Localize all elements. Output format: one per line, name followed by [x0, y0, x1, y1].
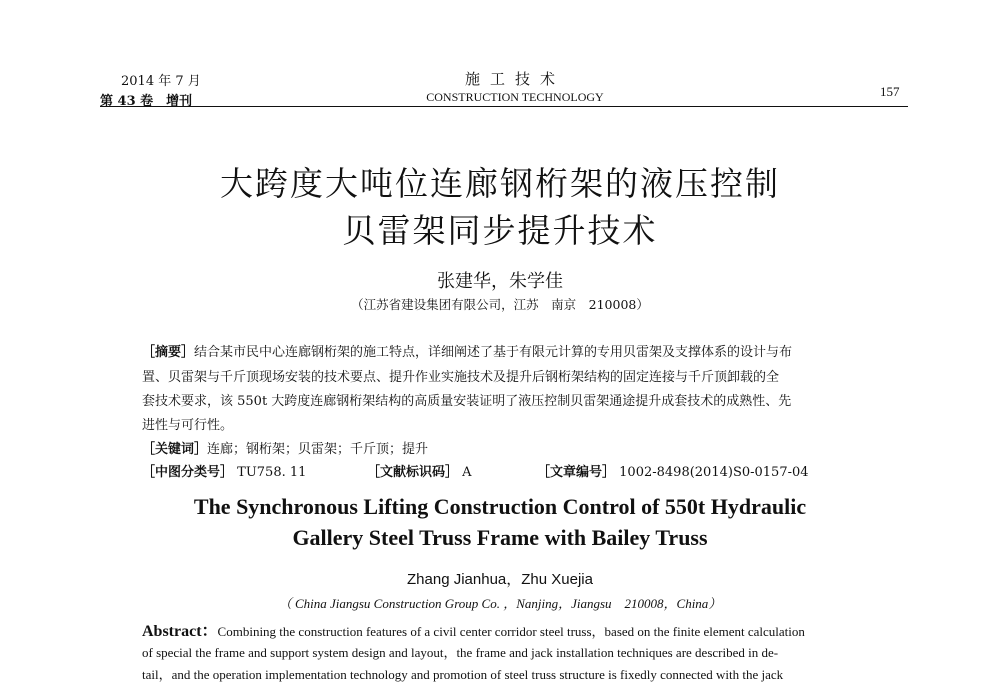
clc-value: TU758. 11	[237, 465, 307, 480]
en-abstract-line: tail，and the operation implementation technology and promotion of steel truss structure is fixedly connected with the jack	[142, 667, 784, 682]
cn-keywords	[142, 438, 428, 457]
en-authors: Zhang Jianhua，Zhu Xuejia	[407, 571, 593, 588]
en-abstract-line	[142, 618, 805, 641]
article-number-value: 1002-8498(2014)S0-0157-04	[619, 465, 809, 480]
journal-name-cn: 施工技术	[464, 70, 565, 88]
cn-affiliation: （江苏省建设集团有限公司，江苏 南京 210008）	[351, 297, 649, 312]
cn-abstract-line: 置、贝雷架与千斤顶现场安装的技术要点、提升作业实施技术及提升后钢桁架结构的固定连接与千斤顶卸载的全	[142, 370, 780, 385]
en-abstract-label: Abstract：	[142, 623, 218, 640]
doc-code	[367, 461, 537, 480]
issue-date: 2014 年 7 月	[121, 74, 201, 89]
en-affiliation: （ China Jiangsu Construction Group Co. ，Nanjing，Jiangsu 210008，China）	[278, 596, 722, 611]
cn-classification-row	[142, 461, 809, 480]
cn-title-line-2: 贝雷架同步提升技术	[342, 211, 658, 250]
cn-authors: 张建华，朱学佳	[437, 271, 563, 292]
cn-abstract-label: ［摘要］	[142, 345, 195, 360]
clc-number	[142, 461, 367, 480]
cn-abstract-text: 结合某市民中心连廊钢桁架的施工特点，详细阐述了基于有限元计算的专用贝雷架及支撑体系的设计与布	[194, 345, 793, 360]
en-abstract-line: of special the frame and support system design and layout，the frame and jack installation techniques are described in de-	[142, 645, 779, 660]
cn-abstract-line: 进性与可行性。	[142, 418, 234, 433]
doc-code-label: ［文献标识码］	[367, 465, 459, 480]
en-title-line-1: The Synchronous Lifting Construction Control of 550t Hydraulic	[193, 494, 807, 519]
article-number-label: ［文章编号］	[537, 465, 616, 480]
article-number	[537, 461, 809, 480]
cn-keywords-label: ［关键词］	[142, 442, 208, 457]
en-abstract-text: Combining the construction features of a civil center corridor steel truss，based on the finite element calculation	[217, 624, 805, 639]
cn-abstract-line: 套技术要求，该 550t 大跨度连廊钢桁架结构的高质量安装证明了液压控制贝雷架通途提升成套技术的成熟性、先	[142, 394, 792, 409]
en-title-line-2: Gallery Steel Truss Frame with Bailey Truss	[292, 525, 708, 550]
volume-info: 第 43 卷 增刊	[100, 94, 193, 109]
cn-abstract-line	[142, 341, 792, 360]
page-number: 157	[880, 84, 900, 99]
journal-name-en: CONSTRUCTION TECHNOLOGY	[426, 90, 604, 104]
clc-label: ［中图分类号］	[142, 465, 234, 480]
header-divider	[100, 106, 908, 107]
doc-code-value: A	[462, 465, 472, 480]
cn-title-line-1: 大跨度大吨位连廊钢桁架的液压控制	[220, 164, 780, 203]
cn-keywords-text: 连廊；钢桁架；贝雷架；千斤顶；提升	[207, 442, 429, 457]
